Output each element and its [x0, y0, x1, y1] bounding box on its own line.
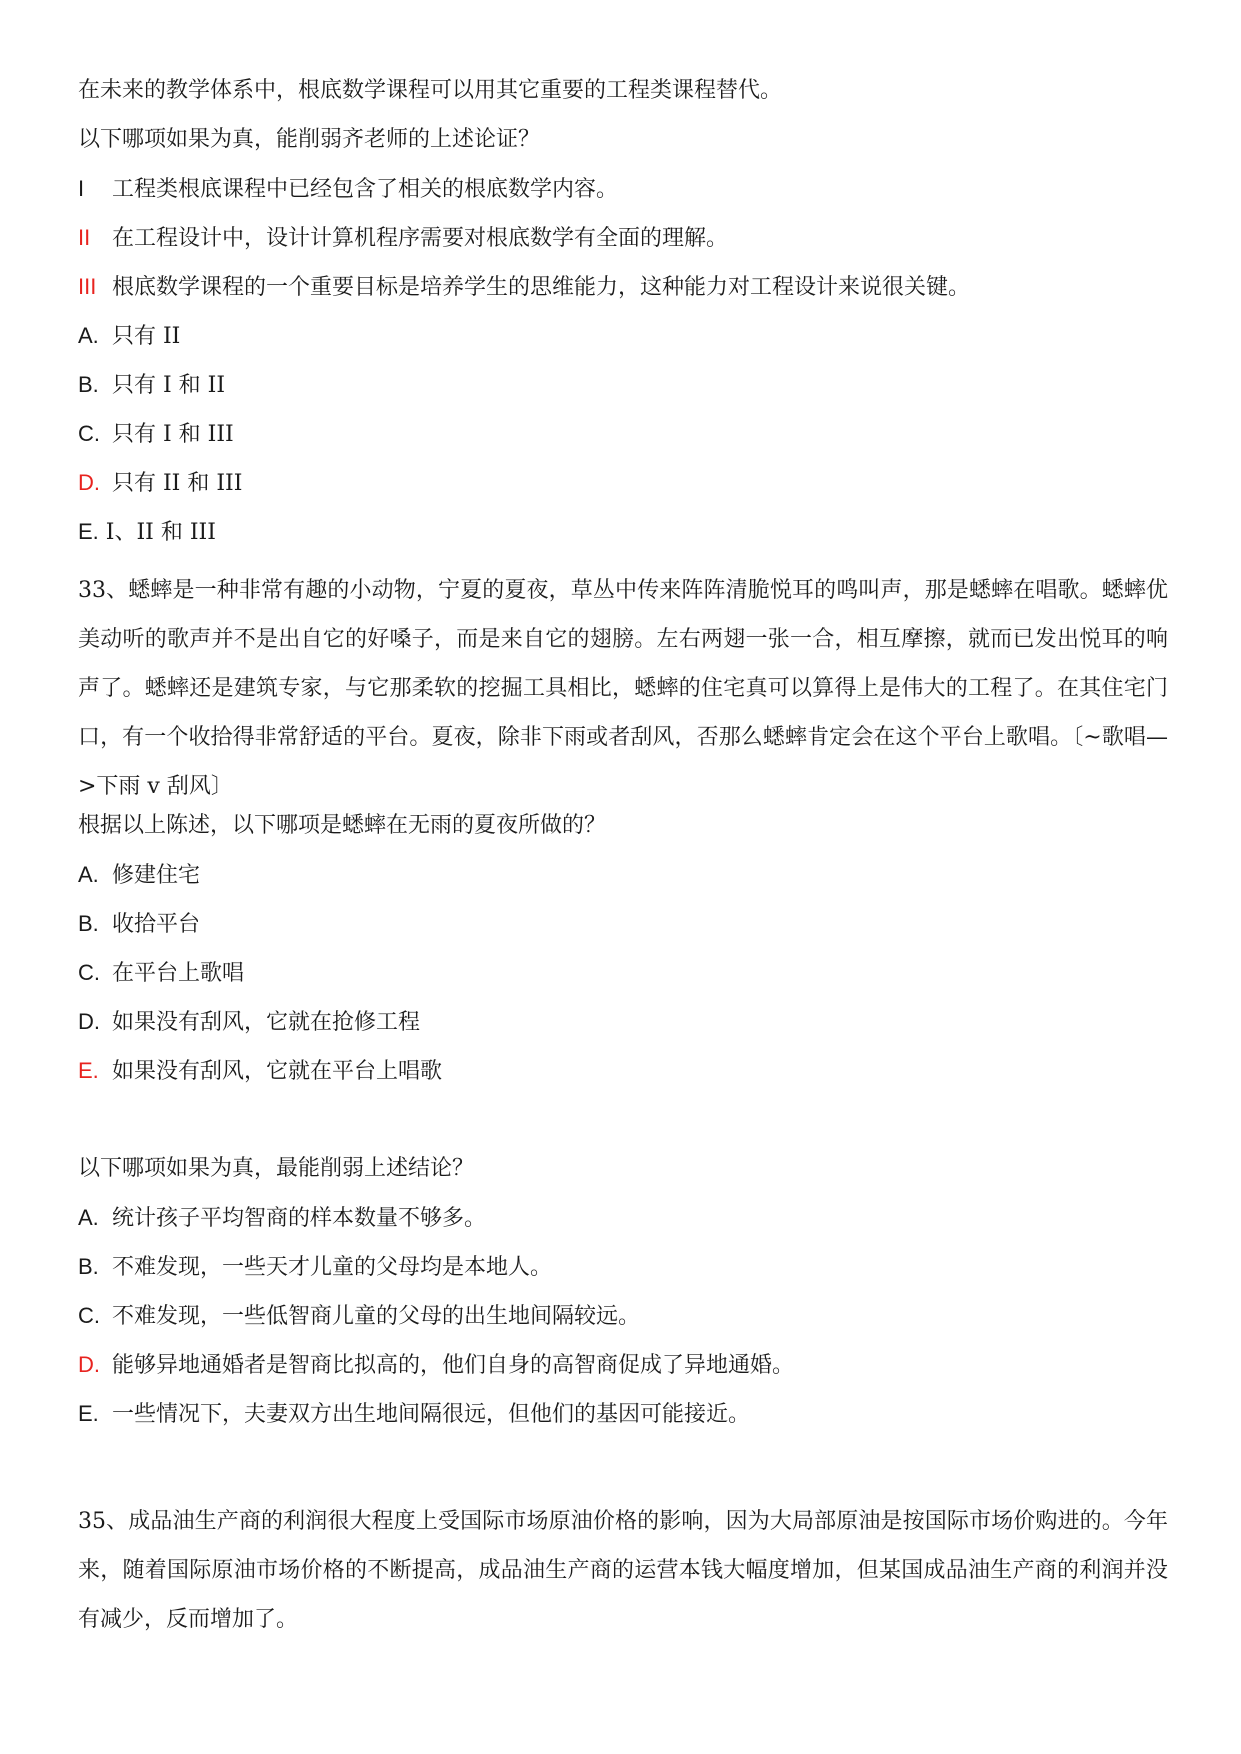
option-text: 修建住宅: [112, 863, 201, 888]
q33-option: [78, 909, 1168, 939]
q34-option: [78, 1252, 1168, 1282]
q32-option: [78, 321, 1168, 351]
option-label: E.: [78, 1058, 99, 1083]
document-page: [78, 76, 1168, 1644]
q33-option: [78, 1056, 1168, 1086]
option-text: 只有 I 和 III: [112, 422, 234, 447]
option-label: B.: [78, 372, 99, 397]
option-label: B.: [78, 911, 99, 936]
q33-option: [78, 1007, 1168, 1037]
q34-option: [78, 1399, 1168, 1429]
option-label: A.: [78, 862, 99, 887]
statement-label: III: [78, 274, 97, 299]
statement-label: II: [78, 225, 91, 250]
option-label: C.: [78, 421, 100, 446]
statement-text: 在工程设计中，设计计算机程序需要对根底数学有全面的理解。: [112, 226, 729, 251]
option-text: 只有 II: [112, 324, 181, 349]
q32-option: [78, 419, 1168, 449]
option-label: D.: [78, 1009, 100, 1034]
option-label: C.: [78, 1303, 100, 1328]
option-label: C.: [78, 960, 100, 985]
q32-statement: [78, 272, 1168, 302]
option-text: 不难发现，一些天才儿童的父母均是本地人。: [112, 1255, 553, 1280]
option-label: B.: [78, 1254, 99, 1279]
option-label: A.: [78, 323, 99, 348]
option-text: 能够异地通婚者是智商比拟高的，他们自身的高智商促成了异地通婚。: [112, 1353, 795, 1378]
option-text: 一些情况下，夫妻双方出生地间隔很远，但他们的基因可能接近。: [112, 1402, 751, 1427]
q33-question: 根据以上陈述，以下哪项是蟋蟀在无雨的夏夜所做的？: [78, 813, 607, 838]
q34-option: [78, 1203, 1168, 1233]
option-label: E.: [78, 519, 99, 544]
q32-question: 以下哪项如果为真，能削弱齐老师的上述论证？: [78, 127, 541, 152]
q34-option: [78, 1350, 1168, 1380]
option-label: E.: [78, 1401, 99, 1426]
q32-option: [78, 517, 1168, 547]
q34-option: [78, 1301, 1168, 1331]
option-text: 收拾平台: [112, 912, 201, 937]
q33-option: [78, 958, 1168, 988]
option-text: 不难发现，一些低智商儿童的父母的出生地间隔较远。: [112, 1304, 641, 1329]
q35-passage: 35、成品油生产商的利润很大程度上受国际市场原油价格的影响，因为大局部原油是按国际市场价购进的。今年来，随着国际原油市场价格的不断提高，成品油生产商的运营本钱大幅度增加，但某国成品油生产商的利润并没有减少，反而增加了。: [78, 1509, 1168, 1632]
statement-text: 工程类根底课程中已经包含了相关的根底数学内容。: [112, 177, 619, 202]
option-text: 只有 I 和 II: [112, 373, 226, 398]
q32-statement: [78, 223, 1168, 253]
q32-option: [78, 370, 1168, 400]
statement-label: I: [78, 176, 85, 201]
option-text: 只有 II 和 III: [112, 471, 243, 496]
spacer: [78, 1105, 1168, 1154]
q34-question: 以下哪项如果为真，最能削弱上述结论？: [78, 1156, 475, 1181]
q32-intro: 在未来的教学体系中，根底数学课程可以用其它重要的工程类课程替代。: [78, 78, 783, 103]
option-label: D.: [78, 1352, 100, 1377]
q33-passage: 33、蟋蟀是一种非常有趣的小动物，宁夏的夏夜，草丛中传来阵阵清脆悦耳的鸣叫声，那是蟋蟀在唱歌。蟋蟀优美动听的歌声并不是出自它的好嗓子，而是来自它的翅膀。左右两翅一张一合，相互摩擦，就而已发出悦耳的响声了。蟋蟀还是建筑专家，与它那柔软的挖掘工具相比，蟋蟀的住宅真可以算得上是伟大的工程了。在其住宅门口，有一个收拾得非常舒适的平台。夏夜，除非下雨或者刮风，否那么蟋蟀肯定会在这个平台上歌唱。〔~歌唱—>下雨 v 刮风〕: [78, 578, 1168, 799]
option-text: 如果没有刮风，它就在抢修工程: [112, 1010, 421, 1035]
option-text: 在平台上歌唱: [112, 961, 245, 986]
statement-text: 根底数学课程的一个重要目标是培养学生的思维能力，这种能力对工程设计来说很关键。: [112, 275, 971, 300]
option-label: D.: [78, 470, 100, 495]
q32-option: [78, 468, 1168, 498]
option-text: 如果没有刮风，它就在平台上唱歌: [112, 1059, 443, 1084]
q33-option: [78, 860, 1168, 890]
option-text: I、II 和 III: [105, 520, 216, 545]
option-text: 统计孩子平均智商的样本数量不够多。: [112, 1206, 487, 1231]
option-label: A.: [78, 1205, 99, 1230]
q32-statement: [78, 174, 1168, 204]
spacer: [78, 1448, 1168, 1497]
